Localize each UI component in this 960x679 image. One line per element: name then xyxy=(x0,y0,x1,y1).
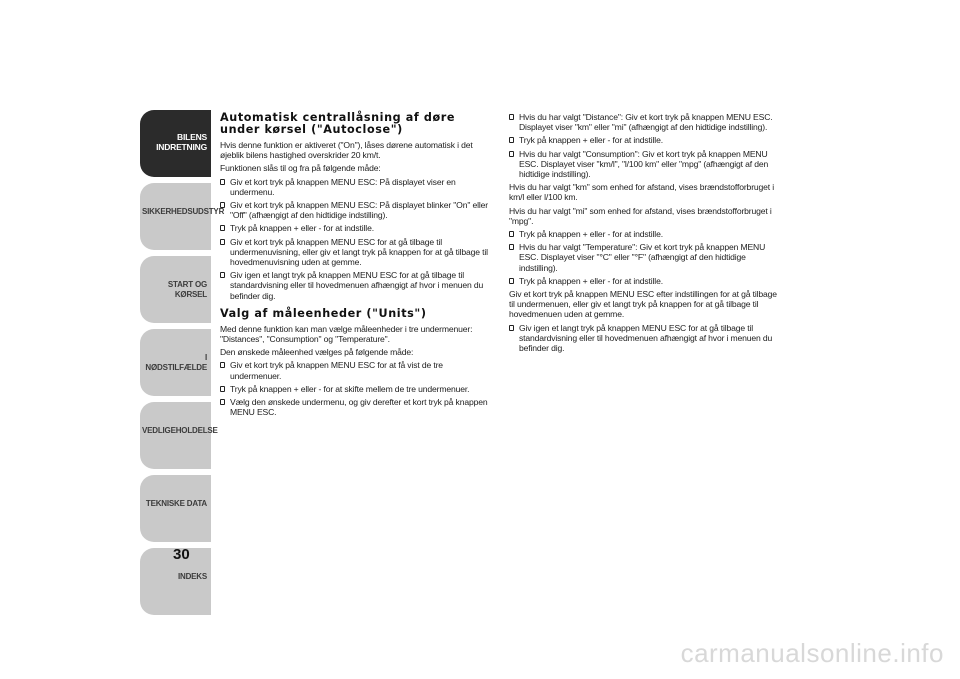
section-title-autoclose xyxy=(220,112,492,136)
list-item xyxy=(220,384,492,394)
list-item-text: Hvis du har valgt "Temperature": Giv et kort tryk på knappen MENU ESC. Displayet viser "°C" eller "°F" (afhængigt af den hidtidige indstilling). xyxy=(519,242,766,273)
checkbox-bullet-icon xyxy=(509,278,514,284)
section-title-units: Valg af måleenheder ("Units") xyxy=(220,306,427,320)
list-item xyxy=(220,360,492,380)
list-item xyxy=(220,200,492,220)
list-item xyxy=(509,229,784,239)
list-item-text: Tryk på knappen + eller - for at indstille. xyxy=(519,135,663,146)
checkbox-bullet-icon xyxy=(509,137,514,143)
paragraph: Funktionen slås til og fra på følgende måde: xyxy=(220,163,381,174)
page-number: 30 xyxy=(173,546,190,563)
tab-label: START OG KØRSEL xyxy=(167,280,207,299)
list-item-text: Giv igen et langt tryk på knappen MENU ESC for at gå tilbage til standardvisning eller til hovedmenuen afhængigt af hvor i menuen du befinder dig. xyxy=(230,270,484,301)
list-item xyxy=(220,237,492,268)
paragraph: Hvis du har valgt "mi" som enhed for afstand, vises brændstofforbruget i "mpg". xyxy=(509,205,772,226)
checkbox-bullet-icon xyxy=(220,386,225,392)
list-item xyxy=(220,397,492,417)
list-item-text: Giv et kort tryk på knappen MENU ESC: På displayet blinker "On" eller "Off" (afhængigt af den hidtidige indstilling). xyxy=(230,200,488,221)
list-item-text: Tryk på knappen + eller - for at indstille. xyxy=(519,275,663,286)
paragraph: Hvis denne funktion er aktiveret ("On"), låses dørene automatisk i det øjeblik bilens hastighed overskrider 20 km/t. xyxy=(220,140,473,161)
watermark: carmanualsonline.info xyxy=(680,638,944,668)
checkbox-bullet-icon xyxy=(509,325,514,331)
list-item-text: Hvis du har valgt "Consumption": Giv et kort tryk på knappen MENU ESC. Displayet viser "km/l", "l/100 km" eller "mpg" (afhængigt af den hidtidige indstilling). xyxy=(519,148,769,180)
chapter-tabs xyxy=(140,110,225,621)
tab-label: INDRETNING xyxy=(156,142,207,152)
tab-label: BILENS xyxy=(177,132,207,142)
list-item-text: Giv igen et langt tryk på knappen MENU ESC for at gå tilbage til standardvisning eller til hovedmenuen afhængigt af hvor i menuen du befinder dig. xyxy=(519,322,773,354)
list-item xyxy=(509,242,784,273)
tab-start-og-korsel[interactable] xyxy=(140,256,211,323)
list-item xyxy=(220,270,492,301)
checkbox-bullet-icon xyxy=(220,202,225,208)
tab-sikkerhedsudstyr[interactable] xyxy=(140,183,225,250)
checkbox-bullet-icon xyxy=(220,239,225,245)
list-item xyxy=(509,323,784,354)
list-item-text: Tryk på knappen + eller - for at skifte mellem de tre undermenuer. xyxy=(230,383,470,394)
title-line: Automatisk centrallåsning af døre xyxy=(220,111,456,124)
tab-label: I NØDSTILFÆLDE xyxy=(145,353,207,372)
checkbox-bullet-icon xyxy=(220,399,225,405)
checkbox-bullet-icon xyxy=(220,179,225,185)
list-item-text: Giv et kort tryk på knappen MENU ESC for at få vist de tre undermenuer. xyxy=(230,360,443,381)
list-item xyxy=(509,135,784,145)
right-column xyxy=(509,112,784,356)
paragraph: Giv et kort tryk på knappen MENU ESC efter indstillingen for at gå tilbage til undermenuen, eller giv et langt tryk på knappen for at gå tilbage til hovedmenuen uden at gemme. xyxy=(509,289,777,320)
tab-label: SIKKERHEDSUDSTYR xyxy=(142,207,225,216)
list-item-text: Giv et kort tryk på knappen MENU ESC: På displayet viser en undermenu. xyxy=(230,176,456,197)
title-line: under kørsel ("Autoclose") xyxy=(220,123,403,136)
tab-label: TEKNISKE DATA xyxy=(145,499,207,508)
paragraph: Hvis du har valgt "km" som enhed for afstand, vises brændstofforbruget i km/l eller l/100 km. xyxy=(509,182,775,203)
paragraph: Den ønskede måleenhed vælges på følgende måde: xyxy=(220,347,414,358)
list-item-text: Vælg den ønskede undermenu, og giv derefter et kort tryk på knappen MENU ESC. xyxy=(230,397,488,418)
list-item xyxy=(509,149,784,180)
paragraph: Med denne funktion kan man vælge måleenheder i tre undermenuer: "Distances", "Consumption" og "Temperature". xyxy=(220,323,473,345)
checkbox-bullet-icon xyxy=(220,362,225,368)
list-item xyxy=(220,223,492,233)
tab-tekniske-data[interactable] xyxy=(140,475,211,542)
list-item-text: Tryk på knappen + eller - for at indstille. xyxy=(230,223,374,234)
tab-label: VEDLIGEHOLDELSE xyxy=(142,426,218,435)
tab-i-nodstilfaelde[interactable] xyxy=(140,329,211,396)
left-column xyxy=(220,112,492,420)
tab-label: INDEKS xyxy=(177,572,207,581)
checkbox-bullet-icon xyxy=(509,231,514,237)
checkbox-bullet-icon xyxy=(220,272,225,278)
checkbox-bullet-icon xyxy=(220,225,225,231)
checkbox-bullet-icon xyxy=(509,114,514,120)
checkbox-bullet-icon xyxy=(509,151,514,157)
tab-vedligeholdelse[interactable] xyxy=(140,402,218,469)
list-item xyxy=(220,177,492,197)
list-item-text: Hvis du har valgt "Distance": Giv et kort tryk på knappen MENU ESC. Displayet viser "km" eller "mi" (afhængigt af den hidtidige indstilling). xyxy=(519,112,773,133)
list-item xyxy=(509,112,784,132)
tab-bilens-indretning[interactable] xyxy=(140,110,211,177)
checkbox-bullet-icon xyxy=(509,244,514,250)
list-item-text: Tryk på knappen + eller - for at indstille. xyxy=(519,229,663,240)
list-item xyxy=(509,276,784,286)
list-item-text: Giv et kort tryk på knappen MENU ESC for at gå tilbage til undermenuvisning, eller giv et langt tryk på knappen for at gå tilbage til hovedmenuvisning uden at gemme. xyxy=(230,236,488,268)
